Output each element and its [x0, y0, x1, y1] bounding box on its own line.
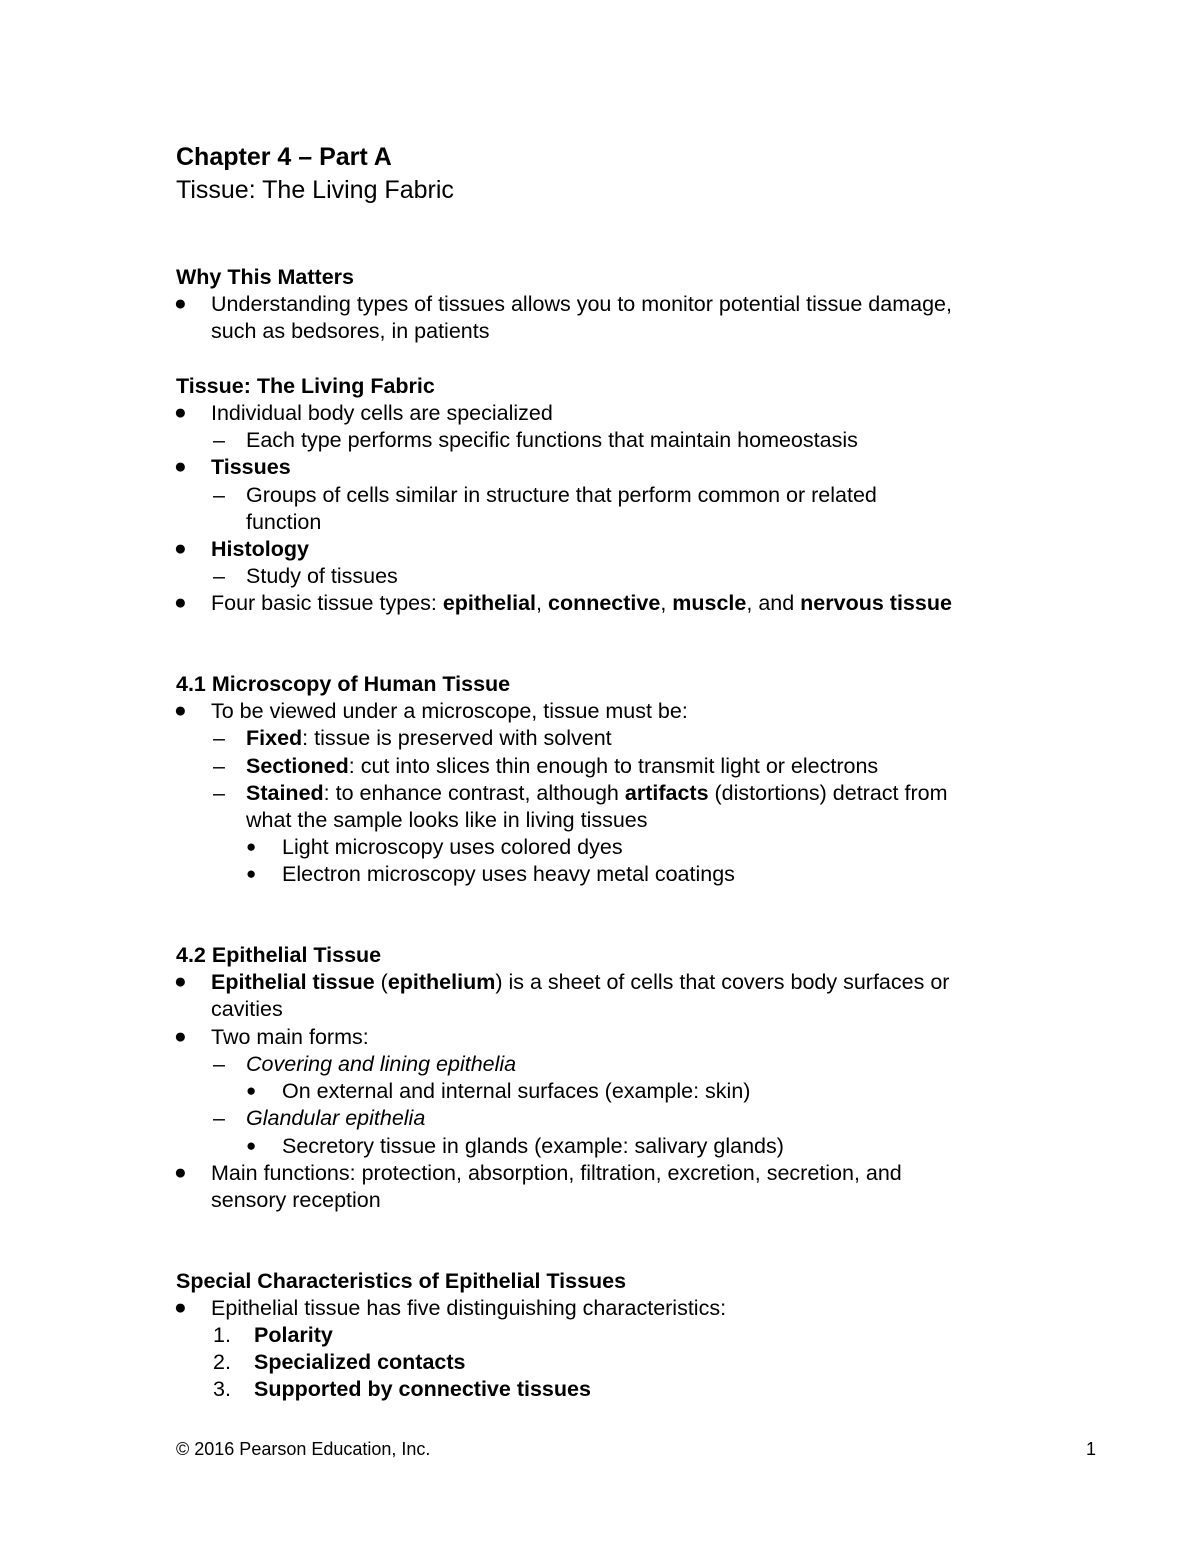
list-item: Two main forms: [211, 1025, 369, 1049]
bullet-icon: ● [174, 455, 187, 478]
list-item [211, 969, 949, 995]
separator-text: , [660, 591, 673, 615]
section-heading-epithelial: 4.2 Epithelial Tissue [176, 943, 382, 967]
sub-list-item: Glandular epithelia [246, 1106, 426, 1130]
small-bullet-icon: ● [246, 1136, 257, 1155]
page-title: Chapter 4 – Part A [176, 143, 392, 171]
section-heading-why-this-matters: Why This Matters [176, 265, 354, 289]
sub-sub-list-item: Electron microscopy uses heavy metal coatings [282, 862, 735, 886]
dash-icon: – [213, 781, 225, 805]
list-item-term: Tissues [211, 455, 291, 479]
dash-icon: – [213, 564, 225, 588]
sub-sub-list-item: On external and internal surfaces (example: skin) [282, 1079, 751, 1103]
numbered-item-text: Supported by connective tissues [254, 1377, 591, 1401]
page-subtitle: Tissue: The Living Fabric [176, 176, 454, 204]
definition-term: Stained [246, 781, 324, 805]
separator-text: , and [746, 591, 801, 615]
list-item-term: Histology [211, 537, 309, 561]
list-item: Understanding types of tissues allows you to monitor potential tissue damage, [211, 292, 952, 316]
definition-term: Epithelial tissue [211, 970, 375, 994]
list-item: Individual body cells are specialized [211, 401, 553, 425]
sub-list-item: Covering and lining epithelia [246, 1052, 517, 1076]
sub-sub-list-item: Light microscopy uses colored dyes [282, 835, 623, 859]
list-item: Main functions: protection, absorption, filtration, excretion, secretion, and [211, 1161, 902, 1185]
definition-text: (distortions) detract from [708, 781, 948, 805]
bullet-icon: ● [174, 1161, 187, 1184]
numbered-item-number: 2. [213, 1350, 231, 1374]
bullet-icon: ● [174, 292, 187, 315]
list-item-continuation: cavities [211, 997, 283, 1021]
tissue-type-term: epithelial [442, 591, 537, 615]
section-heading-special-characteristics: Special Characteristics of Epithelial Tissues [176, 1269, 627, 1293]
numbered-item-text: Specialized contacts [254, 1350, 466, 1374]
numbered-item-number: 1. [213, 1323, 231, 1347]
sub-list-item-continuation: function [246, 510, 322, 534]
small-bullet-icon: ● [246, 1081, 257, 1100]
sub-list-item: Groups of cells similar in structure that perform common or related [246, 483, 877, 507]
bullet-icon: ● [174, 591, 187, 614]
dash-icon: – [213, 1052, 225, 1076]
numbered-item-number: 3. [213, 1377, 231, 1401]
small-bullet-icon: ● [246, 837, 257, 856]
list-item-continuation: sensory reception [211, 1188, 381, 1212]
dash-icon: – [213, 428, 225, 452]
definition-text: : to enhance contrast, although [323, 781, 625, 805]
sub-sub-list-item: Secretory tissue in glands (example: salivary glands) [282, 1134, 784, 1158]
dash-icon: – [213, 483, 225, 507]
bullet-icon: ● [174, 1296, 187, 1319]
list-item-continuation: such as bedsores, in patients [211, 319, 490, 343]
definition-term: artifacts [624, 781, 709, 805]
bullet-icon: ● [174, 537, 187, 560]
sub-list-item: Study of tissues [246, 564, 398, 588]
bullet-icon: ● [174, 970, 187, 993]
tissue-type-term: nervous tissue [800, 591, 952, 615]
definition-text: ) is a sheet of cells that covers body surfaces or [495, 970, 950, 994]
list-item: To be viewed under a microscope, tissue must be: [211, 699, 688, 723]
dash-icon: – [213, 726, 225, 750]
bullet-icon: ● [174, 401, 187, 424]
list-item-text: Four basic tissue types: [211, 591, 443, 615]
sub-list-item [246, 725, 612, 751]
bullet-icon: ● [174, 1025, 187, 1048]
separator-text: , [536, 591, 548, 615]
definition-term: epithelium [387, 970, 496, 994]
bullet-icon: ● [174, 699, 187, 722]
definition-term: Sectioned [246, 754, 349, 778]
sub-list-item [246, 780, 948, 806]
section-heading-living-fabric: Tissue: The Living Fabric [176, 374, 435, 398]
small-bullet-icon: ● [246, 864, 257, 883]
sub-list-item-continuation: what the sample looks like in living tissues [246, 808, 648, 832]
sub-list-item: Each type performs specific functions that maintain homeostasis [246, 428, 858, 452]
definition-text: ( [374, 970, 388, 994]
dash-icon: – [213, 754, 225, 778]
page-number: 1 [1086, 1439, 1097, 1459]
definition-term: Fixed [246, 726, 303, 750]
dash-icon: – [213, 1106, 225, 1130]
sub-list-item [246, 753, 878, 779]
list-item: Epithelial tissue has five distinguishing characteristics: [211, 1296, 727, 1320]
tissue-type-term: connective [547, 591, 661, 615]
list-item [211, 590, 952, 616]
definition-text: : tissue is preserved with solvent [302, 726, 612, 750]
section-heading-microscopy: 4.1 Microscopy of Human Tissue [176, 672, 511, 696]
definition-text: : cut into slices thin enough to transmit light or electrons [348, 754, 879, 778]
numbered-item-text: Polarity [254, 1323, 333, 1347]
footer-copyright: © 2016 Pearson Education, Inc. [176, 1439, 431, 1459]
tissue-type-term: muscle [672, 591, 747, 615]
